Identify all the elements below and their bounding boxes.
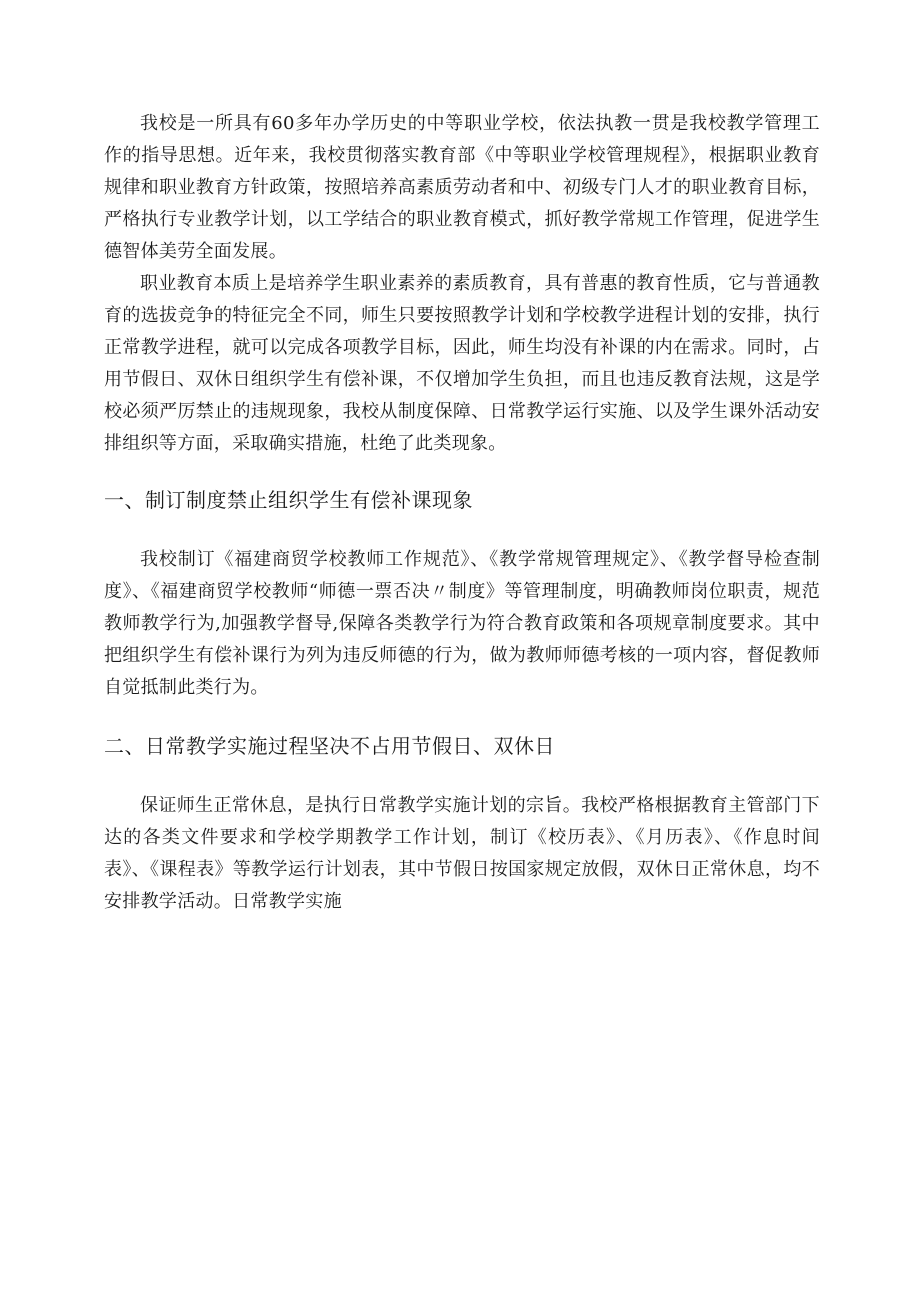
section-1-heading: 一、制订制度禁止组织学生有偿补课现象 <box>104 488 473 512</box>
intro-paragraph-1: 我校是一所具有60多年办学历史的中等职业学校，依法执教一贯是我校教学管理工作的指导思想。近年来，我校贯彻落实教育部《中等职业学校管理规程》，根据职业教育规律和职业教育方针政策，按照培养高素质劳动者和中、初级专门人才的职业教育目标，严格执行专业教学计划，以工学结合的职业教育模式，抓好教学常规工作管理，促进学生德智体美劳全面发展。 <box>104 113 820 262</box>
section-2-heading: 二、日常教学实施过程坚决不占用节假日、双休日 <box>104 734 555 758</box>
intro-paragraph-2: 职业教育本质上是培养学生职业素养的素质教育，具有普惠的教育性质，它与普通教育的选拔竞争的特征完全不同，师生只要按照教学计划和学校教学进程计划的安排，执行正常教学进程，就可以完成各项教学目标，因此，师生均没有补课的内在需求。同时，占用节假日、双休日组织学生有偿补课，不仅增加学生负担，而且也违反教育法规，这是学校必须严厉禁止的违规现象，我校从制度保障、日常教学运行实施、以及学生课外活动安排组织等方面，采取确实措施，杜绝了此类现象。 <box>104 273 820 454</box>
section-1-paragraph: 我校制订《福建商贸学校教师工作规范》、《教学常规管理规定》、《教学督导检查制度》、《福建商贸学校教师“师德一票否决〃制度》等管理制度，明确教师岗位职责，规范教师教学行为,加强教学督导,保障各类教学行为符合教育政策和各项规章制度要求。其中把组织学生有偿补课行为列为违反师德的行为，做为教师师德考核的一项内容，督促教师自觉抵制此类行为。 <box>104 549 820 698</box>
section-2-paragraph: 保证师生正常休息，是执行日常教学实施计划的宗旨。我校严格根据教育主管部门下达的各类文件要求和学校学期教学工作计划，制订《校历表》、《月历表》、《作息时间表》、《课程表》等教学运行计划表，其中节假日按国家规定放假，双休日正常休息，均不安排教学活动。日常教学实施 <box>104 795 820 912</box>
